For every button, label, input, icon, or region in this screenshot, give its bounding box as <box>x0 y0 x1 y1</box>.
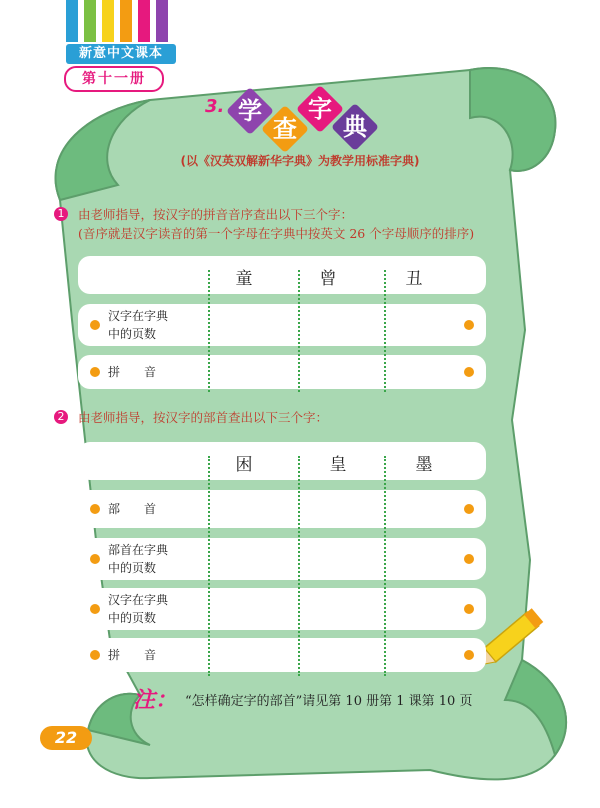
bullet-dot <box>90 554 100 564</box>
bullet-dot <box>464 554 474 564</box>
bullet-dot <box>90 604 100 614</box>
bullet-dot <box>90 367 100 377</box>
q2-row-radical-page <box>78 538 486 580</box>
q1-row-pinyin-label: 拼 音 <box>108 365 157 379</box>
question-1-text: 由老师指导，按汉字的拼音音序查出以下三个字： <box>78 207 354 222</box>
q2-row-char-page-label-2: 中的页数 <box>108 611 157 625</box>
bullet-dot <box>90 504 100 514</box>
note-mark: 注： <box>133 688 178 713</box>
q2-divider-2 <box>298 456 300 676</box>
note-text: “怎样确定字的部首”请见第 10 册第 1 课第 10 页 <box>185 694 473 709</box>
title-char-1: 学 <box>238 97 262 125</box>
q2-row-pinyin-label: 拼 音 <box>108 648 157 662</box>
title-char-3: 字 <box>308 95 332 123</box>
lesson-number: 3. <box>205 96 225 117</box>
question-1-number: 1 <box>54 207 68 221</box>
q1-divider-3 <box>384 270 386 392</box>
volume-label: 第十一册 <box>64 66 164 92</box>
q2-row-char-page-label-1: 汉字在字典 <box>108 593 169 607</box>
q1-divider-1 <box>208 270 210 392</box>
q1-row-page-label-1: 汉字在字典 <box>108 309 169 323</box>
bullet-dot <box>464 650 474 660</box>
question-1-note: (音序就是汉字读音的第一个字母在字典中按英文 26 个字母顺序的排序) <box>78 226 475 241</box>
q2-row-pinyin <box>78 638 486 672</box>
q1-row-page-label-2: 中的页数 <box>108 327 157 341</box>
q2-divider-1 <box>208 456 210 676</box>
q2-row-radical-page-label-2: 中的页数 <box>108 561 157 575</box>
q1-header-row <box>78 256 486 294</box>
bullet-dot <box>90 320 100 330</box>
q1-divider-2 <box>298 270 300 392</box>
question-2-text: 由老师指导，按汉字的部首查出以下三个字： <box>78 410 329 425</box>
q1-row-pinyin <box>78 355 486 389</box>
q1-row-page <box>78 304 486 346</box>
q2-char-3: 墨 <box>415 455 433 475</box>
bullet-dot <box>464 504 474 514</box>
q2-row-radical <box>78 490 486 528</box>
q2-row-radical-page-label-1: 部首在字典 <box>108 543 169 557</box>
q2-row-char-page <box>78 588 486 630</box>
q2-char-1: 困 <box>235 455 253 475</box>
q2-char-2: 皇 <box>329 455 347 475</box>
q1-char-3: 丑 <box>405 269 423 289</box>
question-2-number: 2 <box>54 410 68 424</box>
title-char-4: 典 <box>343 113 367 141</box>
bullet-dot <box>464 604 474 614</box>
q1-char-2: 曾 <box>319 269 337 289</box>
q2-row-radical-label: 部 首 <box>108 502 157 516</box>
q2-header-row <box>78 442 486 480</box>
bullet-dot <box>90 650 100 660</box>
page-number: 22 <box>40 726 92 750</box>
q1-char-1: 童 <box>235 269 253 289</box>
subtitle: (以《汉英双解新华字典》为教学用标准字典) <box>180 154 420 168</box>
q2-divider-3 <box>384 456 386 676</box>
bullet-dot <box>464 367 474 377</box>
title-char-2: 查 <box>273 115 297 143</box>
series-title: 新意中文课本 <box>66 44 176 64</box>
bullet-dot <box>464 320 474 330</box>
